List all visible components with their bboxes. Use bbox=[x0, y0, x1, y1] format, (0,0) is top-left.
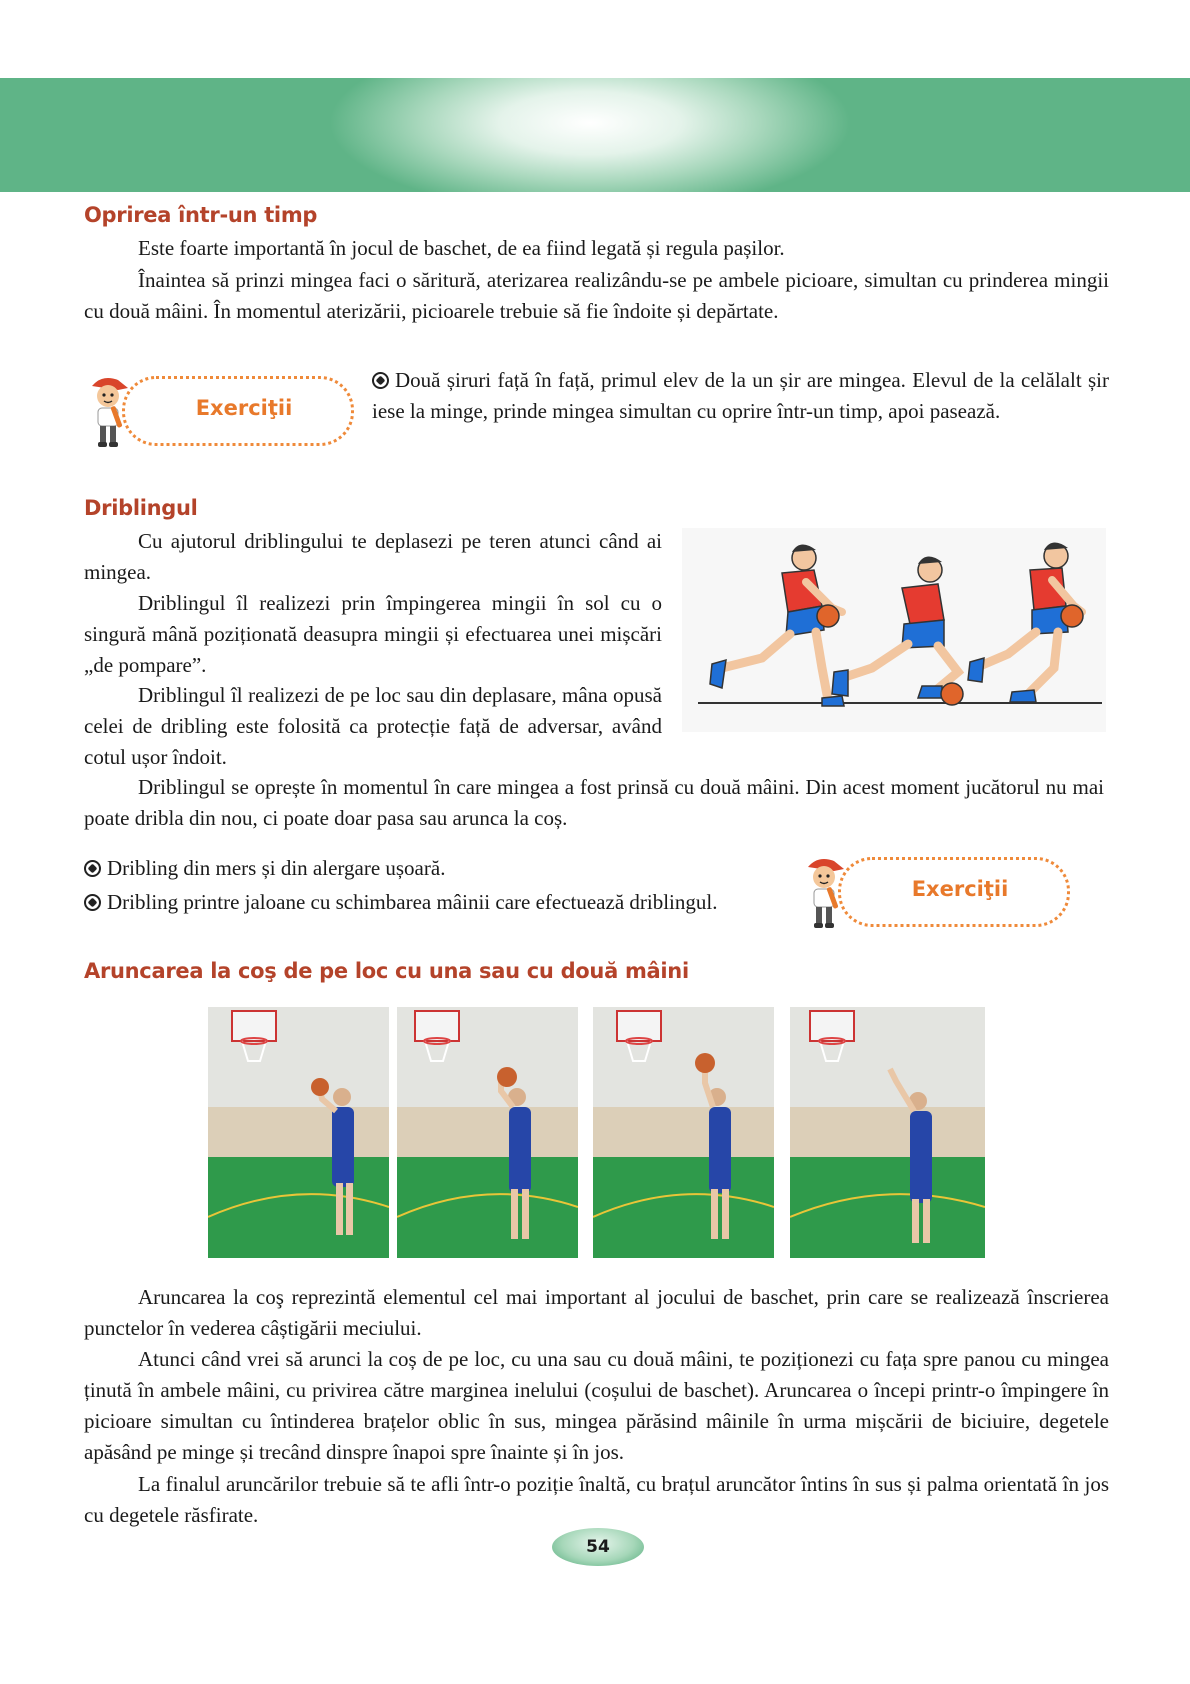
paragraph: Cu ajutorul driblingului te deplasezi pe teren atunci când ai mingea. bbox=[84, 529, 662, 584]
soccer-ball-icon bbox=[372, 372, 389, 389]
exercises-badge-label: Exerciţii bbox=[911, 877, 1009, 901]
page-number: 54 bbox=[552, 1528, 644, 1566]
exercise-item bbox=[372, 365, 1109, 427]
exercise-item bbox=[84, 853, 784, 884]
exercise-item-text: Dribling din mers și din alergare ușoară. bbox=[107, 856, 446, 880]
soccer-ball-icon bbox=[84, 894, 101, 911]
soccer-ball-icon bbox=[84, 860, 101, 877]
paragraph: Este foarte importantă în jocul de baschet, de ea fiind legată și regula pașilor. bbox=[138, 236, 785, 260]
paragraph: Driblingul se oprește în momentul în care mingea a fost prinsă cu două mâini. Din acest moment jucătorul nu mai poate dribla din nou, ci poate doar pasa sau arunca la coș. bbox=[84, 775, 1104, 830]
exercises-badge bbox=[800, 853, 1080, 935]
shot-photo-3 bbox=[593, 1007, 774, 1258]
kid-mascot-icon bbox=[84, 372, 134, 454]
paragraph: Înaintea să prinzi mingea faci o săritură, aterizarea realizându-se pe ambele picioare, simultan cu prinderea mingii cu două mâini. În momentul aterizării, picioarele trebuie să fie îndoite și depărtate. bbox=[84, 268, 1109, 323]
exercises-badge-label: Exerciţii bbox=[195, 396, 293, 420]
exercise-item-text: Două șiruri față în față, primul elev de la un șir are mingea. Elevul de la celălalt șir iese la minge, prinde mingea simultan cu oprire într-un timp, apoi pasează. bbox=[372, 368, 1109, 423]
dribbling-illustration bbox=[682, 528, 1106, 732]
exercises-badge bbox=[84, 372, 364, 454]
exercise-item-text: Dribling printre jaloane cu schimbarea mâinii care efectuează driblingul. bbox=[107, 890, 718, 914]
shot-photo-4 bbox=[790, 1007, 985, 1258]
paragraph: Driblingul îl realizezi prin împingerea mingii în sol cu o singură mână poziționată deasupra mingii și efectuarea unei mișcări „de pompare”. bbox=[84, 591, 662, 677]
paragraph: Atunci când vrei să arunci la coș de pe loc, cu una sau cu două mâini, te poziționezi cu fața spre panou cu mingea ținută în ambele mâini, cu privirea către marginea inelului (coșului de baschet). Aruncarea o începi printr-o împingere în picioare simultan cu întinderea brațelor oblic în sus, mingea părăsind mâinile în urma mișcării de biciuire, degetele apăsând pe minge și trecând dinspre înapoi spre înainte și în jos. bbox=[84, 1347, 1109, 1464]
kid-mascot-icon bbox=[800, 853, 850, 935]
section-title-driblingul: Driblingul bbox=[84, 496, 198, 520]
paragraph: La finalul aruncărilor trebuie să te afli într-o poziție înaltă, cu brațul aruncător întins în sus și palma orientată în jos cu degetele răsfirate. bbox=[84, 1472, 1109, 1527]
shot-photo-2 bbox=[397, 1007, 578, 1258]
section-title-aruncarea: Aruncarea la coş de pe loc cu una sau cu două mâini bbox=[84, 959, 689, 983]
paragraph: Driblingul îl realizezi de pe loc sau din deplasare, mâna opusă celei de dribling este folosită ca protecție față de adversar, având cotul ușor îndoit. bbox=[84, 683, 662, 769]
paragraph: Aruncarea la coş reprezintă elementul cel mai important al jocului de baschet, prin care se realizează înscrierea punctelor în vederea câștigării meciului. bbox=[84, 1285, 1109, 1340]
header-banner bbox=[0, 78, 1190, 192]
section-title-oprirea: Oprirea într-un timp bbox=[84, 203, 318, 227]
shot-photo-1 bbox=[208, 1007, 389, 1258]
exercise-item bbox=[84, 887, 804, 918]
